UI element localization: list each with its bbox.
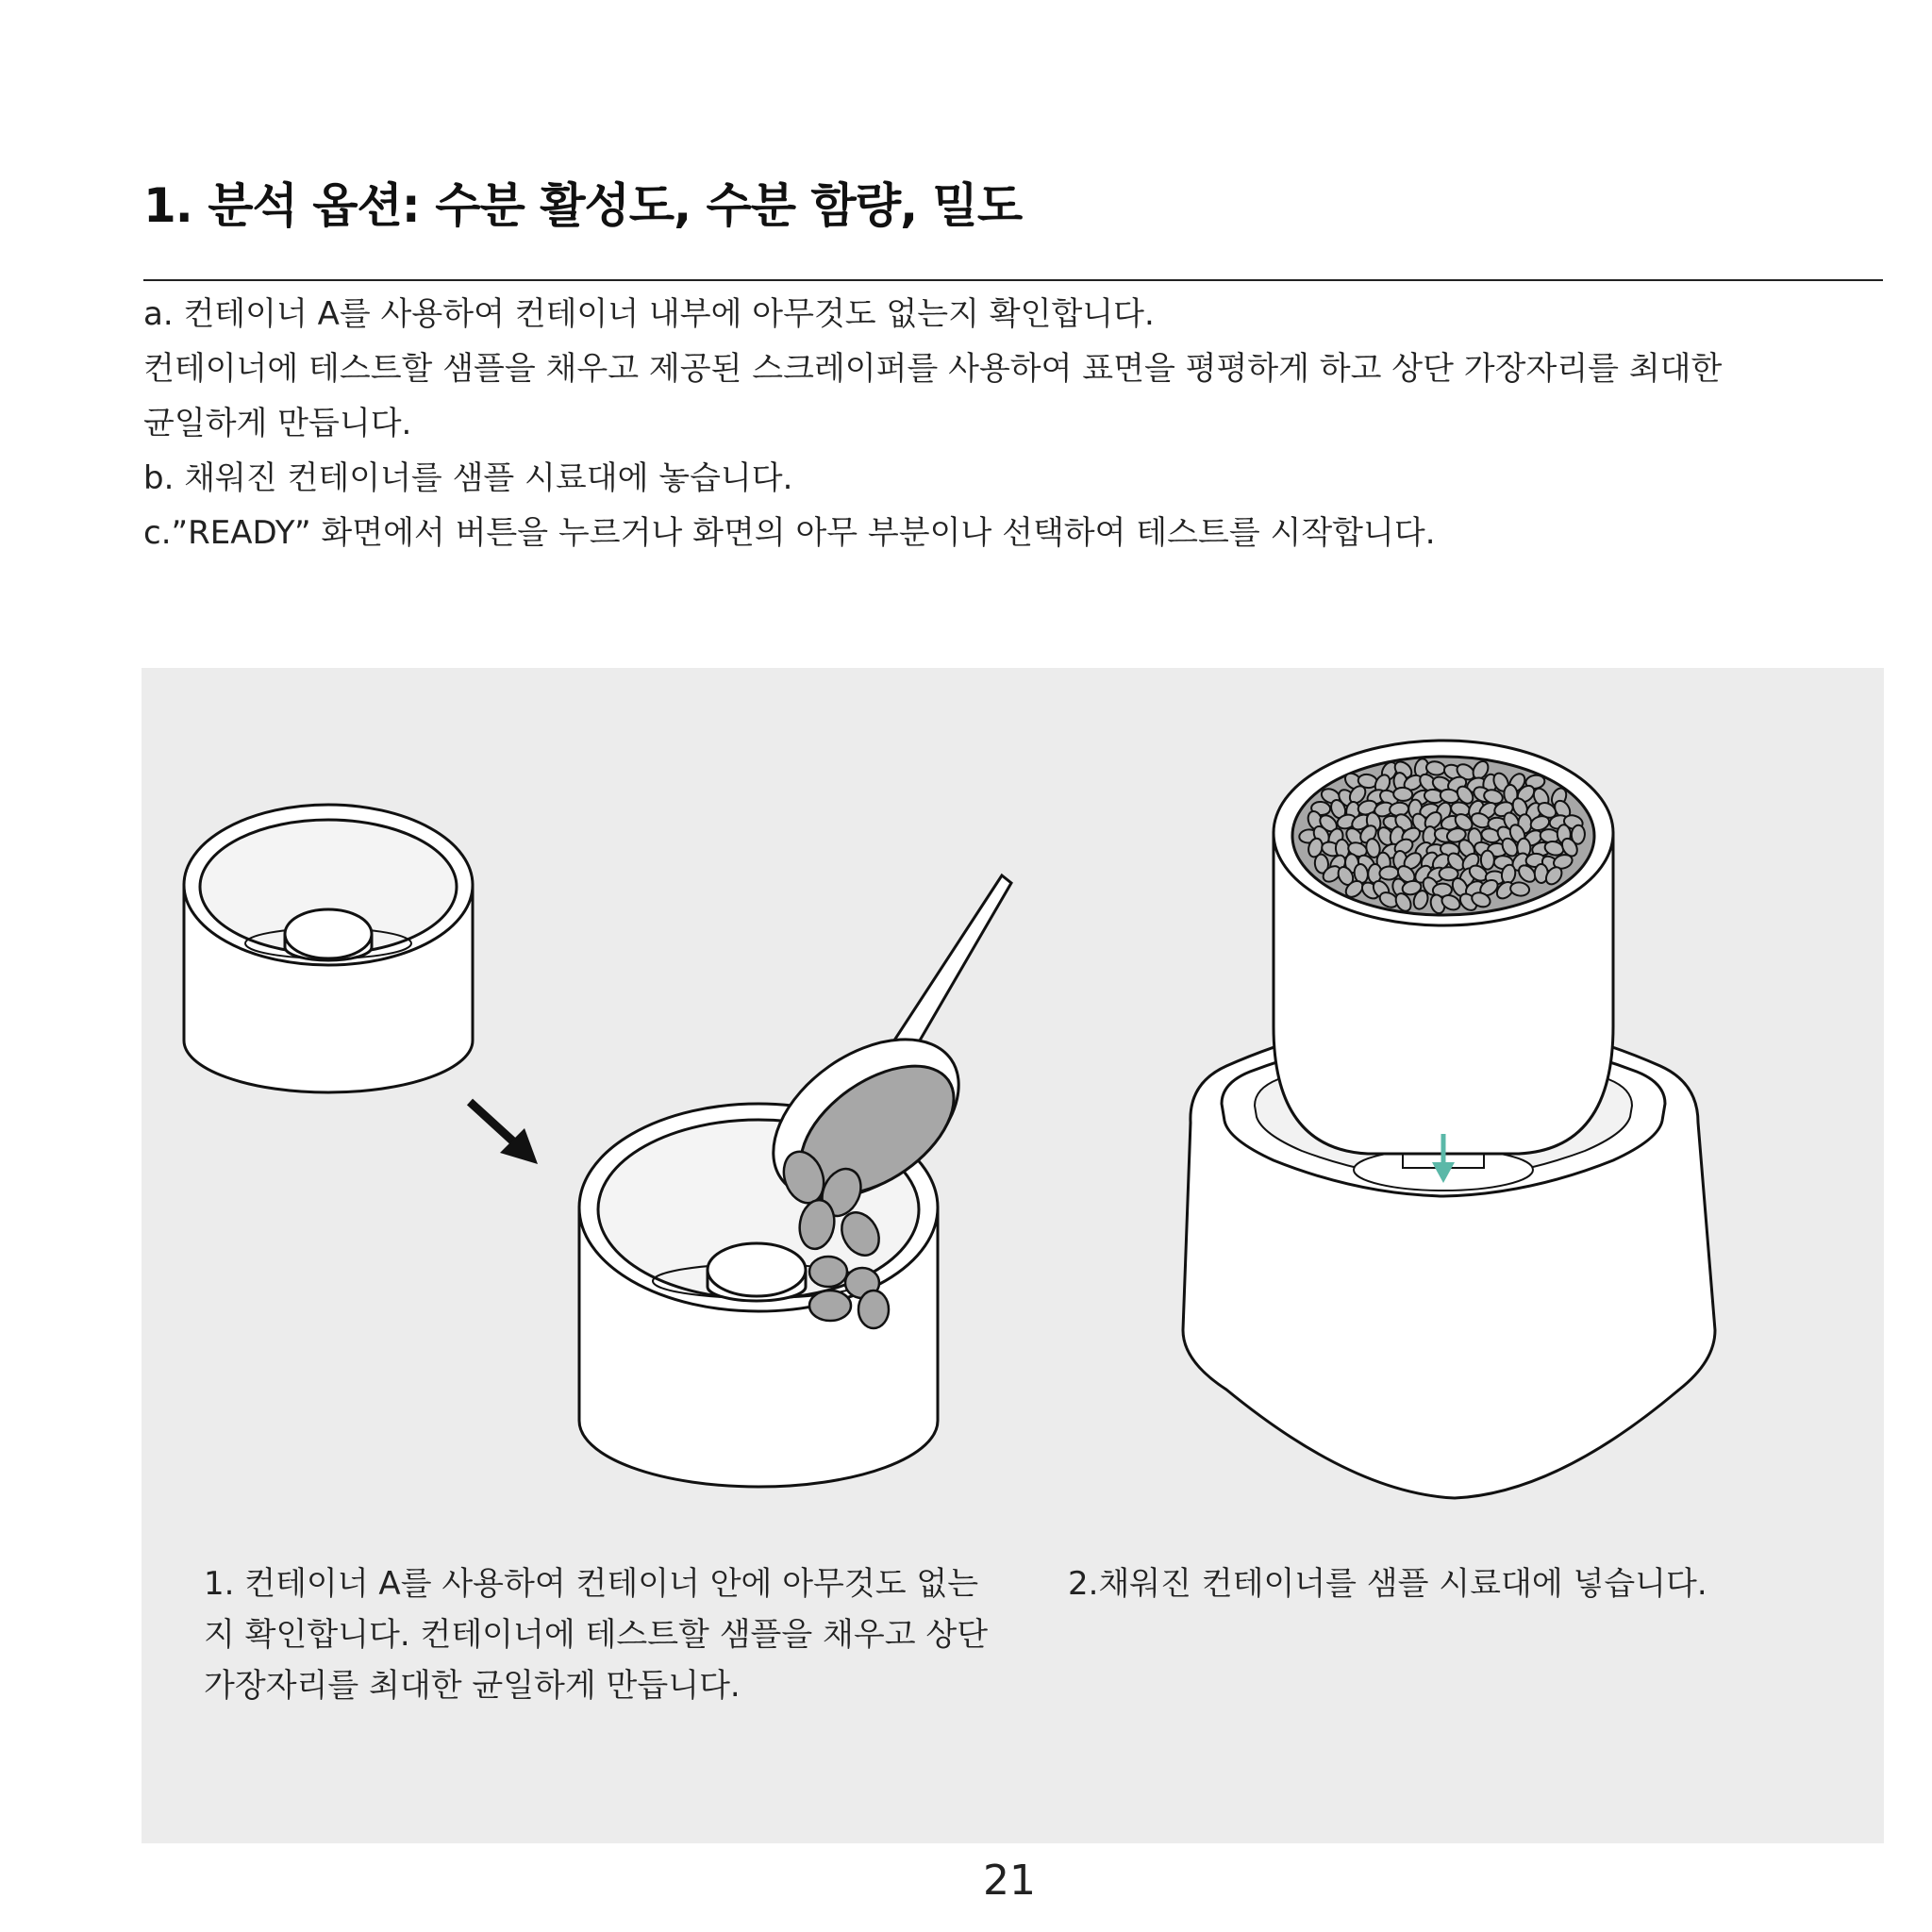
coffee-bean — [1379, 866, 1399, 880]
coffee-bean — [1481, 850, 1494, 869]
step-1-caption: 1. 컨테이너 A를 사용하여 컨테이너 안에 아무것도 없는지 확인합니다. 컨테이너에 테스트할 샘플을 채우고 상단 가장자리를 최대한 균일하게 만듭니다. — [204, 1565, 989, 1705]
instruction-line: 컨테이너에 테스트할 샘플을 채우고 제공된 스크레이퍼를 사용하여 표면을 평평하게 하고 상단 가장자리를 최대한 — [143, 350, 1723, 388]
instruction-line: a. 컨테이너 A를 사용하여 컨테이너 내부에 아무것도 없는지 확인합니다. — [143, 295, 1155, 333]
illustration-panel — [142, 668, 1884, 1843]
empty-container-icon — [184, 805, 473, 1092]
title-divider — [143, 279, 1883, 281]
instruction-line: b. 채워진 컨테이너를 샘플 시료대에 놓습니다. — [143, 459, 793, 497]
coffee-bean — [1393, 787, 1413, 801]
instruction-line: 균일하게 만듭니다. — [143, 405, 412, 442]
arrow-right-down-icon — [470, 1102, 538, 1164]
instruction-line: c.”READY” 화면에서 버튼을 누르거나 화면의 아무 부분이나 선택하여 테스트를 시작합니다. — [143, 514, 1436, 552]
instruction-list — [143, 287, 1889, 560]
step-2-caption: 2.채워진 컨테이너를 샘플 시료대에 넣습니다. — [1068, 1565, 1707, 1603]
page-title: 1. 분석 옵션: 수분 활성도, 수분 함량, 밀도 — [143, 178, 1023, 233]
page-number: 21 — [983, 1857, 1036, 1905]
